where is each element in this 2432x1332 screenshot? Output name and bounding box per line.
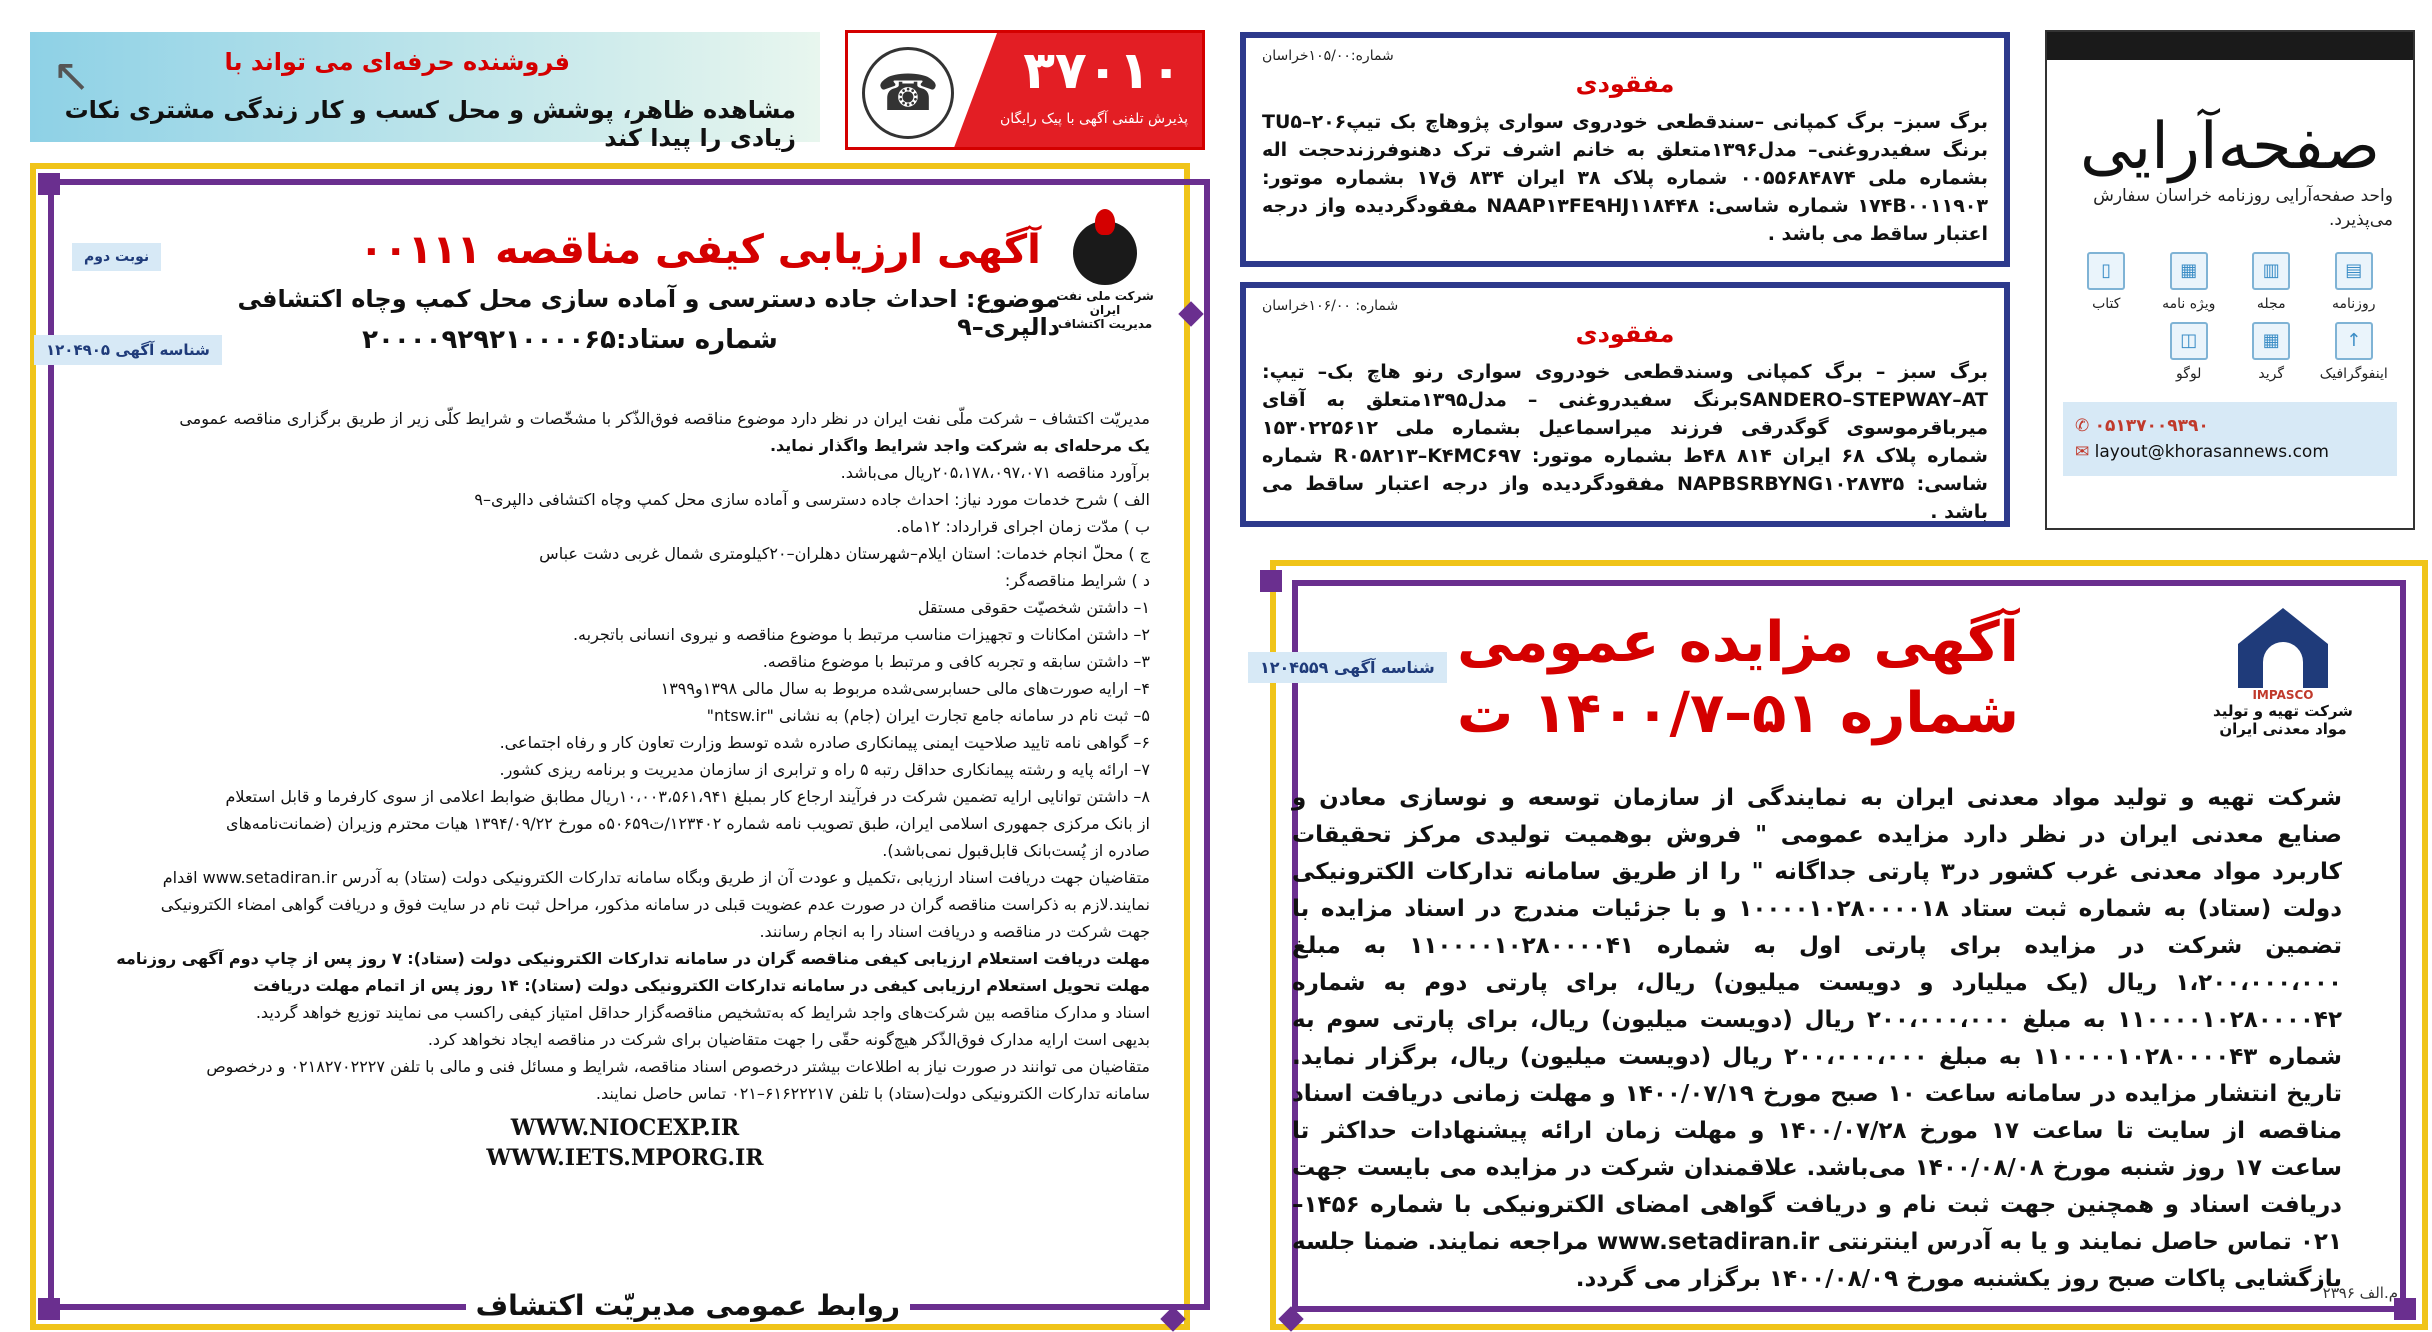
nioc-logo-line1: شرکت ملی نفت ایران	[1056, 289, 1154, 317]
service-item-infographic	[2313, 322, 2396, 382]
tender-line: ب ) مدّت زمان اجرای قرارداد: ۱۲ماه.	[896, 517, 1150, 536]
impasco-logo-text: IMPASCO	[2252, 688, 2314, 702]
magazine-icon: ▥	[2252, 252, 2290, 290]
tender-line: از بانک مرکزی جمهوری اسلامی ایران، طبق تصویب نامه شماره ۱۲۳۴۰۲/ت۵۰۶۵۹ه مورخ ۱۳۹۴/۰۹/۲۲ هیات محترم وزیران (ضمانت‌نامه‌های	[225, 814, 1150, 833]
tender-line: مهلت تحویل استعلام ارزیابی کیفی در سامانه تدارکات الکترونیکی دولت (ستاد): ۱۴ روز پس از اتمام مهلت دریافت	[253, 976, 1150, 995]
service-item-magazine	[2230, 252, 2313, 312]
layout-email[interactable]: layout@khorasannews.com	[2094, 442, 2329, 462]
service-label: ویژه نامه	[2162, 296, 2216, 312]
auction-title-line1: آگهی مزایده عمومی	[1457, 610, 2019, 675]
tender-line: اسناد و مدارک مناقصه بین شرکت‌های واجد شرایط که به‌تشخیص مناقصه‌گزار حداقل امتیاز کیفی راکسب می نمایند توزیع خواهد گردید.	[255, 1003, 1150, 1022]
tender-line: ۷– ارائه پایه و رشته پیمانکاری حداقل رتبه ۵ راه و ترابری از سازمان مدیریت و برنامه ریزی کشور.	[499, 760, 1150, 779]
lost-notice-ref: شماره:۱۰۵/۰۰خراسان	[1262, 48, 1394, 64]
service-item-grid	[2230, 322, 2313, 382]
layout-service-grid	[2047, 232, 2413, 392]
tender-line: ۶– گواهی نامه تایید صلاحیت ایمنی پیمانکاری صادره شده توسط وزارت تعاون کار و رفاه اجتماعی.	[499, 733, 1150, 752]
layout-email-row	[2075, 442, 2385, 462]
layout-box-topbar	[2047, 32, 2413, 60]
auction-ad	[1248, 560, 2428, 1330]
telephone-icon: ☎	[862, 47, 954, 139]
nioc-logo-line2: مدیریت اکتشاف	[1057, 317, 1153, 331]
lost-notice-body: برگ سبز – برگ کمپانی وسندقطعی خودروی سواری رنو هاچ بک– تیپ: SANDERO–STEPWAY–ATبرنگ سفیدروغنی – مدل۱۳۹۵متعلق به آقای میرباقرموسوی گوگدرقی فرزند میراسماعیل بشماره ملی ۱۵۳۰۲۲۵۶۱۲ شماره پلاک ۶۸ ایران ۸۱۴ ۴۸ط بشماره موتور: R۰۵۸۲۱۳–K۴MC۶۹۷ شماره شاسی: NAPBSRBYNG۱۰۲۸۷۳۵ مفقودگردیده واز درجه اعتبار ساقط می باشد .	[1262, 361, 1988, 523]
service-label: مجله	[2256, 296, 2286, 312]
grid-icon: ▦	[2252, 322, 2290, 360]
corner-pin	[38, 173, 60, 195]
seller-tip-banner	[30, 32, 820, 152]
layout-phone: ۰۵۱۳۷۰۰۹۳۹۰	[2094, 416, 2209, 436]
service-item-logo	[2148, 322, 2231, 382]
layout-phone-row	[2075, 416, 2385, 436]
auction-title-line2: شماره ۵۱–۱۴۰۰/۷ ت	[1457, 681, 2019, 746]
impasco-logo-icon	[2238, 608, 2328, 688]
tender-line: د ) شرایط مناقصه‌گر:	[1004, 571, 1150, 590]
tender-line: مهلت دریافت استعلام ارزیابی کیفی مناقصه گران در سامانه تدارکات الکترونیکی دولت (ستاد): ۷ روز پس از چاپ دوم آگهی روزنامه	[116, 949, 1150, 968]
tender-line: ۴– ارایه صورت‌های مالی حسابرسی‌شده مربوط به سال مالی ۱۳۹۸و۱۳۹۹	[660, 679, 1150, 698]
tender-line: برآورد مناقصه ۲۰۵،۱۷۸،۰۹۷،۰۷۱ریال می‌باشد.	[840, 463, 1150, 482]
tender-line: نمایند.لازم به ذکراست مناقصه گران در صورت عدم عضویت قبلی در سامانه مذکور، مراحل ثبت نام در سایت فوق و دریافت گواهی امضاء الکترونیکی	[160, 895, 1150, 914]
lost-notice-body: برگ سبز– برگ کمپانی –سندقطعی خودروی سواری پژوهاچ بک تیپTU۵–۲۰۶ برنگ سفیدروغنی– مدل۱۳۹۶متعلق به خانم اشرف ترک دهنوفرزندحجت اله بشماره ملی ۰۰۵۵۶۸۴۸۷۴ شماره پلاک ۳۸ ایران ۸۳۴ ق۱۷ بشماره موتور: ۱۷۴B۰۰۱۱۹۰۳ شماره شاسی: NAAP۱۳FE۹HJ۱۱۸۴۴۸ مفقودگردیده واز درجه اعتبار ساقط می باشد .	[1262, 111, 1988, 245]
layout-box-subtitle: واحد صفحه‌آرایی روزنامه خراسان سفارش می‌پذیرد.	[2093, 186, 2393, 230]
nioc-logo-icon	[1073, 221, 1137, 285]
auction-id-badge: شناسه آگهی ۱۲۰۴۵۵۹	[1248, 652, 1447, 683]
nioc-logo	[1050, 221, 1160, 331]
auction-title	[1368, 610, 2108, 746]
layout-service-ad	[2045, 30, 2415, 530]
service-label: روزنامه	[2332, 296, 2376, 312]
tender-id-badge: شناسه آگهی ۱۲۰۴۹۰۵	[34, 335, 222, 365]
lost-notice-ref: شماره: ۱۰۶/۰۰خراسان	[1262, 298, 1399, 314]
seller-tip-line1: فروشنده حرفه‌ای می تواند با	[224, 48, 570, 76]
niocexp-website[interactable]: WWW.NIOCEXP.IR	[510, 1115, 740, 1141]
tender-line: الف ) شرح خدمات مورد نیاز: احداث جاده دسترسی و آماده سازی محل کمپ وچاه اکتشافی دالپری–۹	[474, 490, 1150, 509]
newspaper-icon: ▤	[2335, 252, 2373, 290]
service-label: لوگو	[2176, 366, 2202, 382]
phone-icon: ✆	[2075, 416, 2090, 436]
iets-website[interactable]: WWW.IETS.MPORG.IR	[486, 1145, 764, 1171]
auction-footer-code: م.الف ۲۳۹۶	[2322, 1284, 2398, 1302]
seller-tip-line2: مشاهده ظاهر، پوشش و محل کسب و کار زندگی مشتری نکات زیادی را پیدا کند	[64, 96, 796, 152]
mail-icon: ✉	[2075, 442, 2090, 462]
tender-line: ۱– داشتن شخصیّت حقوقی مستقل	[917, 598, 1150, 617]
lost-notice-title: مفقودی	[1575, 70, 1675, 98]
tender-line: ۵– ثبت نام در سامانه جامع تجارت ایران (جام) به نشانی "ntsw.ir"	[706, 706, 1150, 725]
tender-line: بدیهی است ارایه مدارک فوق‌الذّکر هیچ‌گونه حقّی را جهت متقاضیان برای شرکت در مناقصه ایجاد نخواهد کرد.	[427, 1030, 1150, 1049]
auction-body: شرکت تهیه و تولید مواد معدنی ایران به نمایندگی از سازمان توسعه و نوسازی معادن و صنایع معدنی ایران در نظر دارد مزایده عمومی " فروش بوهمیت تولیدی مرکز تحقیقات کاربرد مواد معدنی غرب کشور در۳ پارتی جداگانه " را از طریق سامانه تدارکات الکترونیکی دولت (ستاد) به شماره ثبت ستاد ۱۰۰۰۰۱۰۲۸۰۰۰۰۱۸ و با جزئیات مندرج در اسناد مزایده با تضمین شرکت در مزایده برای پارتی اول به شماره ۱۱۰۰۰۰۱۰۲۸۰۰۰۰۴۱ به مبلغ ۱،۲۰۰،۰۰۰،۰۰۰ ریال (یک میلیارد و دویست میلیون) ریال، برای پارتی دوم به شماره ۱۱۰۰۰۰۱۰۲۸۰۰۰۰۴۲ به مبلغ ۲۰۰،۰۰۰،۰۰۰ ریال (دویست میلیون) ریال، برای پارتی سوم به شماره ۱۱۰۰۰۰۱۰۲۸۰۰۰۰۴۳ به مبلغ ۲۰۰،۰۰۰،۰۰۰ ریال (دویست میلیون) ریال، برگزار نماید. تاریخ انتشار مزایده در سامانه ساعت ۱۰ صبح مورخ ۱۴۰۰/۰۷/۱۹ و مهلت زمانی دریافت اسناد مناقصه از سایت تا ساعت ۱۷ مورخ ۱۴۰۰/۰۷/۲۸ و مهلت زمان ارائه پیشنهادات حداکثر تا ساعت ۱۷ روز شنبه مورخ ۱۴۰۰/۰۸/۰۸ می‌باشد. علاقمندان شرکت در مزایده می بایست جهت دریافت اسناد و همچنین جهت ثبت نام و دریافت گواهی امضای الکترونیکی با شماره ۱۴۵۶–۰۲۱ تماس حاصل نمایند و یا به آدرس اینترنتی www.setadiran.ir مراجعه نمایند. ضمنا جلسه بازگشایی پاکات صبح روز یکشنبه مورخ ۱۴۰۰/۰۸/۰۹ برگزار می گردد.	[1292, 785, 2343, 1292]
tender-line: جهت شرکت در مناقصه و دریافت اسناد را به انجام رسانند.	[759, 922, 1150, 941]
tender-staff-number: شماره ستاد:۲۰۰۰۰۹۲۹۲۱۰۰۰۰۶۵	[362, 325, 778, 355]
tender-title: آگهی ارزیابی کیفی مناقصه ۰۰۱۱۱	[359, 227, 1041, 273]
corner-pin	[1260, 570, 1282, 592]
special-issue-icon: ▦	[2170, 252, 2208, 290]
tender-body	[100, 405, 1150, 1173]
lost-notice-1	[1240, 32, 2010, 267]
tender-line: صادره از پُست‌بانک قابل‌قبول نمی‌باشد).	[882, 841, 1150, 860]
tender-line: متقاضیان جهت دریافت اسناد ارزیابی ،تکمیل و عودت آن از طریق وبگاه سامانه تدارکات الکترونیکی دولت (ستاد) به آدرس www.setadiran.ir اقدام	[162, 868, 1150, 887]
impasco-logo	[2198, 608, 2368, 738]
service-label: کتاب	[2092, 296, 2121, 312]
tender-line: ۸– داشتن توانایی ارایه تضمین شرکت در فرآیند ارجاع کار بمبلغ ۱۰،۰۰۳،۵۶۱،۹۴۱ریال مطابق ضوابط اعلامی از سوی کارفرما و قابل استعلام	[225, 787, 1150, 806]
tender-lines	[100, 405, 1150, 1107]
tender-line: ج ) محلّ انجام خدمات: استان ایلام–شهرستان دهلران–۲۰کیلومتری شمال غربی دشت عباس	[539, 544, 1150, 563]
tender-subject: موضوع: احداث جاده دسترسی و آماده سازی محل کمپ وچاه اکتشافی دالپری–۹	[237, 285, 1060, 341]
tender-line: ۳– داشتن سابقه و تجربه کافی و مرتبط با موضوع مناقصه.	[762, 652, 1150, 671]
service-label: اینفوگرافیک	[2319, 366, 2388, 382]
tender-line: یک مرحله‌ای به شرکت واجد شرایط واگذار نماید.	[769, 436, 1150, 455]
service-label: گرید	[2258, 366, 2285, 382]
corner-pin	[38, 1298, 60, 1320]
logo-icon: ◫	[2170, 322, 2208, 360]
layout-contact-strip	[2063, 402, 2397, 476]
tender-ad	[30, 155, 1210, 1330]
phone-banner-number: ۳۷۰۱۰	[1023, 41, 1182, 101]
infographic-icon: ↑	[2335, 322, 2373, 360]
tender-round-badge: نوبت دوم	[72, 243, 161, 271]
impasco-company-name: شرکت تهیه و تولید مواد معدنی ایران	[2213, 702, 2353, 738]
service-item-book	[2065, 252, 2148, 312]
tender-line: مدیریّت اکتشاف – شرکت ملّی نفت ایران در نظر دارد موضوع مناقصه فوق‌الذّکر با مشخّصات و شرایط کلّی زیر از طریق برگزاری مناقصه عمومی	[179, 409, 1150, 428]
phone-banner-caption: پذیرش تلفنی آگهی با پیک رایگان	[999, 111, 1188, 127]
phone-ad-banner	[845, 30, 1205, 150]
book-icon: ▯	[2087, 252, 2125, 290]
service-item-special-issue	[2148, 252, 2231, 312]
tender-footer: روابط عمومی مدیریّت اکتشاف	[466, 1289, 910, 1322]
lost-notice-2	[1240, 282, 2010, 527]
tender-line: ۲– داشتن امکانات و تجهیزات مناسب مرتبط با موضوع مناقصه و نیروی انسانی باتجربه.	[572, 625, 1150, 644]
lost-notice-title: مفقودی	[1575, 320, 1675, 348]
tender-line: متقاضیان می توانند در صورت نیاز به اطلاعات بیشتر درخصوص اسناد مناقصه، شرایط و مسائل فنی و مالی با تلفن ۰۲۱۸۲۷۰۲۲۲۷ و درخصوص	[206, 1057, 1150, 1076]
arrow-icon: ↖	[52, 48, 91, 102]
layout-box-title: صفحه‌آرایی	[2080, 110, 2380, 184]
tender-line: سامانه تدارکات الکترونیکی دولت(ستاد) با تلفن ۶۱۶۲۲۲۱۷–۰۲۱ تماس حاصل نمایند.	[595, 1084, 1150, 1103]
service-item-newspaper	[2313, 252, 2396, 312]
